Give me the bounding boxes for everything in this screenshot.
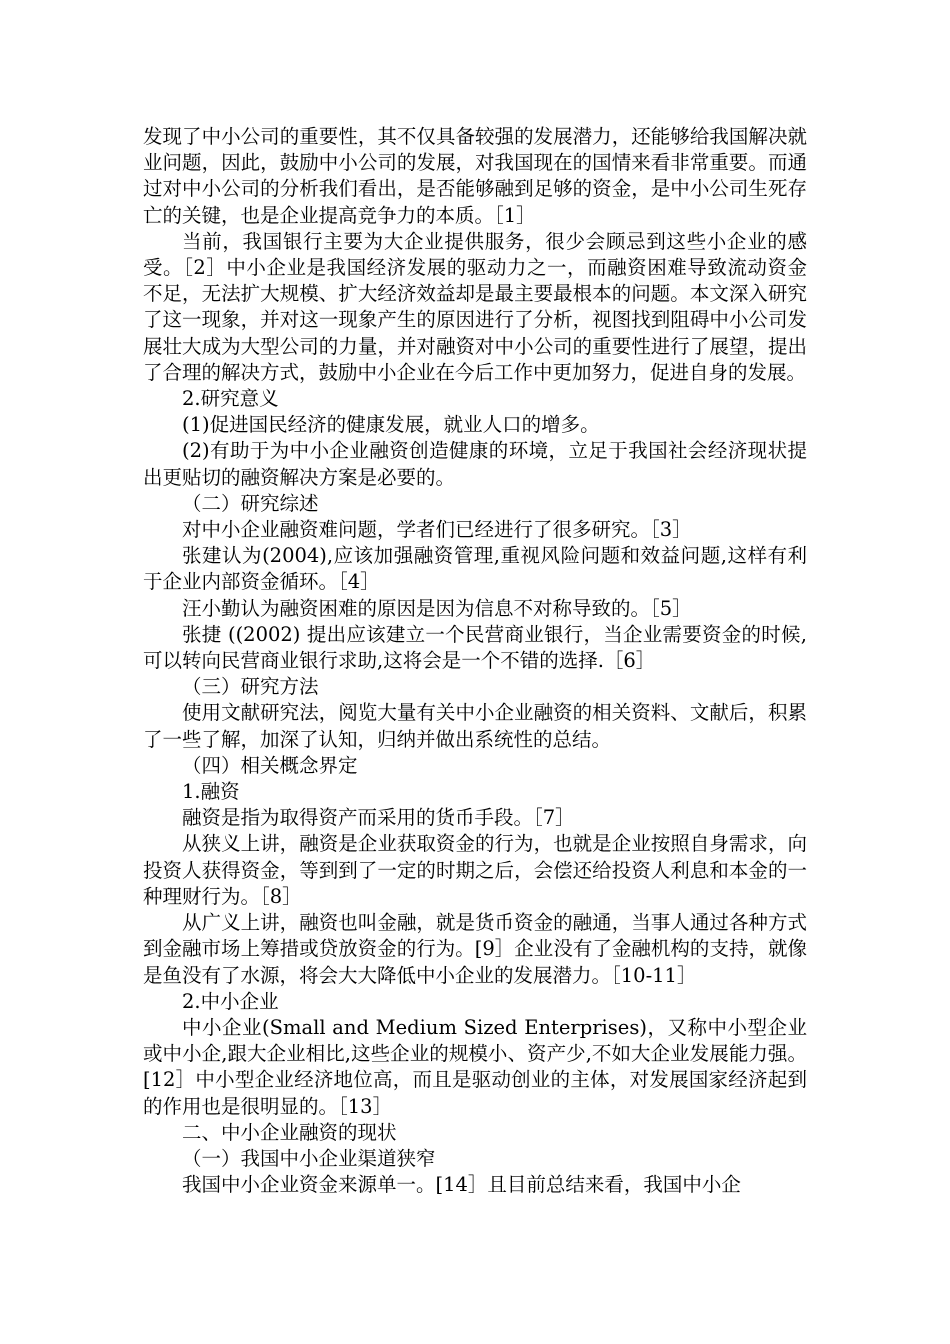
paragraph-funding-sources: 我国中小企业资金来源单一。[14］且目前总结来看，我国中小企: [182, 1173, 741, 1197]
paragraph-review-wang-xiaoqin: 汪小勤认为融资困难的原因是因为信息不对称导致的。［5］: [182, 596, 692, 620]
document-page: [143, 124, 807, 1198]
heading-narrow-channels: （一）我国中小企业渠道狭窄: [182, 1146, 436, 1170]
heading-concept-definitions: （四）相关概念界定: [182, 753, 358, 777]
paragraph-sme-definition: 中小企业(Small and Medium Sized Enterprises)，又称中小型企业或中小企,跟大企业相比,这些企业的规模小、资产少,不如大企业发展能力强。[12］中小型企业经济地位高，而且是驱动创业的主体，对发展国家经济起到的作用也是很明显的。［13］: [143, 1015, 807, 1118]
heading-sme-financing-status: 二、中小企业融资的现状: [182, 1120, 397, 1144]
heading-research-significance: 2.研究意义: [182, 387, 279, 411]
paragraph-financing-broad: 从广义上讲，融资也叫金融，就是货币资金的融通，当事人通过各种方式到金融市场上筹措或贷放资金的行为。[9］企业没有了金融机构的支持，就像是鱼没有了水源，将会大大降低中小企业的发展潜力。［10-11］: [143, 911, 807, 987]
paragraph-review-zhang-jie: 张捷 ((2002) 提出应该建立一个民营商业银行，当企业需要资金的时候,可以转向民营商业银行求助,这将会是一个不错的选择.［6］: [143, 622, 807, 673]
paragraph-significance-1: (1)促进国民经济的健康发展，就业人口的增多。: [182, 413, 600, 437]
paragraph-review-zhang-jian: 张建认为(2004),应该加强融资管理,重视风险问题和效益问题,这样有利于企业内部资金循环。［4］: [143, 544, 807, 594]
heading-research-method: （三）研究方法: [182, 675, 319, 699]
heading-literature-review: （二）研究综述: [182, 491, 319, 515]
heading-financing: 1.融资: [182, 780, 240, 804]
heading-sme: 2.中小企业: [182, 989, 279, 1013]
paragraph-financing-narrow: 从狭义上讲，融资是企业获取资金的行为，也就是企业按照自身需求，向投资人获得资金，等到到了一定的时期之后，会偿还给投资人利息和本金的一种理财行为。［8］: [143, 832, 807, 908]
paragraph-current-situation: 当前，我国银行主要为大企业提供服务，很少会顾忌到这些小企业的感受。［2］中小企业是我国经济发展的驱动力之一，而融资困难导致流动资金不足，无法扩大规模、扩大经济效益却是最主要最根本的问题。本文深入研究了这一现象，并对这一现象产生的原因进行了分析，视图找到阻碍中小公司发展壮大成为大型公司的力量，并对融资对中小公司的重要性进行了展望，提出了合理的解决方式，鼓励中小企业在今后工作中更加努力，促进自身的发展。: [143, 229, 807, 384]
paragraph-method: 使用文献研究法，阅览大量有关中小企业融资的相关资料、文献后，积累了一些了解，加深了认知，归纳并做出系统性的总结。: [143, 701, 807, 751]
paragraph-significance-2: (2)有助于为中小企业融资创造健康的环境，立足于我国社会经济现状提出更贴切的融资解决方案是必要的。: [143, 439, 807, 489]
paragraph-financing-definition: 融资是指为取得资产而采用的货币手段。［7］: [182, 806, 575, 830]
paragraph-intro-continued: 发现了中小公司的重要性，其不仅具备较强的发展潜力，还能够给我国解决就业问题，因此，鼓励中小公司的发展，对我国现在的国情来看非常重要。而通过对中小公司的分析我们看出，是否能够融到足够的资金，是中小公司生死存亡的关键，也是企业提高竞争力的本质。［1］: [143, 125, 807, 227]
paragraph-review-intro: 对中小企业融资难问题，学者们已经进行了很多研究。［3］: [182, 518, 692, 542]
